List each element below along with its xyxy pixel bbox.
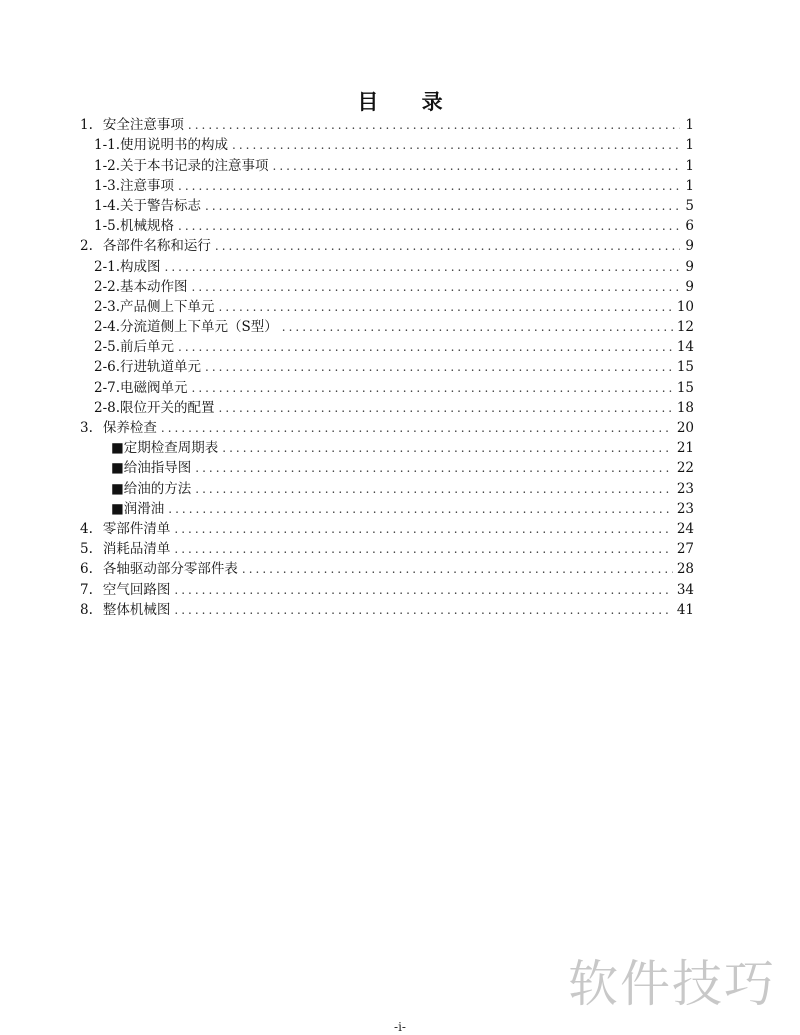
toc-entry-number: 1-3. — [94, 177, 121, 194]
footer-page-number: -i- — [394, 1020, 406, 1034]
toc-entry-label: 基本动作图 — [120, 278, 188, 295]
toc-entry-number: 8. — [80, 601, 93, 618]
toc-dot-leader — [161, 418, 673, 438]
toc-entry-page: 15 — [676, 379, 694, 396]
toc-entry-page: 18 — [676, 399, 694, 416]
toc-entry-number: 2-4. — [94, 319, 121, 336]
toc-dot-leader — [174, 580, 672, 600]
toc-entry-page: 23 — [676, 500, 694, 517]
toc-entry-label: 关于本书记录的注意事项 — [120, 157, 269, 174]
toc-entry-label: 机械规格 — [120, 218, 175, 235]
toc-entry-number: 2. — [80, 238, 93, 255]
toc-entry-number: ■ — [111, 460, 124, 477]
toc-entry-page: 5 — [685, 197, 694, 214]
toc-dot-leader — [195, 479, 673, 499]
toc-dot-leader — [174, 600, 672, 620]
toc-entry-number: 2-2. — [94, 278, 121, 295]
toc-entry[interactable] — [80, 135, 694, 155]
toc-entry-page: 1 — [685, 157, 694, 174]
toc-entry-number: 3. — [80, 420, 93, 436]
toc-entry-page: 1 — [685, 177, 694, 194]
toc-entry-label: 润滑油 — [123, 500, 165, 517]
toc-entry-page: 21 — [676, 440, 694, 457]
toc-entry-page: 6 — [685, 218, 694, 235]
toc-entry-label: 给油指导图 — [123, 460, 192, 477]
toc-entry[interactable] — [80, 398, 694, 418]
toc-entry-number: 1. — [80, 117, 93, 134]
toc-entry-label: 关于警告标志 — [120, 197, 202, 214]
toc-dot-leader — [219, 297, 673, 317]
toc-entry[interactable] — [80, 600, 694, 620]
toc-entry-page: 20 — [676, 420, 694, 436]
toc-entry-label: 保养检查 — [102, 420, 157, 436]
toc-entry-label: 分流道侧上下单元（S型） — [120, 319, 278, 336]
toc-entry[interactable] — [80, 418, 694, 438]
toc-dot-leader — [174, 519, 672, 539]
toc-dot-leader — [222, 438, 673, 458]
toc-entry[interactable] — [80, 357, 694, 377]
toc-entry[interactable] — [80, 478, 694, 498]
toc-entry-label: 安全注意事项 — [102, 117, 184, 134]
toc-entry[interactable] — [80, 337, 694, 357]
toc-entry-page: 28 — [676, 561, 694, 578]
toc-dot-leader — [174, 539, 672, 559]
toc-entry-label: 电磁阀单元 — [120, 379, 188, 396]
toc-entry-label: 各部件名称和运行 — [102, 238, 211, 255]
toc-dot-leader — [178, 216, 680, 236]
toc-dot-leader — [188, 115, 680, 135]
toc-entry-label: 消耗品清单 — [102, 541, 171, 558]
toc-entry[interactable] — [80, 559, 694, 579]
toc-entry-label: 给油的方法 — [123, 480, 192, 497]
table-of-contents — [80, 115, 694, 620]
toc-entry-label: 使用说明书的构成 — [120, 137, 229, 154]
toc-entry[interactable] — [80, 236, 694, 256]
toc-entry-number: 1-5. — [94, 218, 121, 235]
toc-entry-page: 9 — [685, 238, 694, 255]
toc-entry[interactable] — [80, 216, 694, 236]
toc-entry-number: 2-3. — [94, 298, 121, 315]
watermark: 软件技巧 — [568, 955, 776, 1013]
toc-entry[interactable] — [80, 256, 694, 276]
toc-entry-label: 各轴驱动部分零部件表 — [102, 561, 238, 578]
toc-entry-number: 4. — [80, 520, 93, 537]
toc-entry-number: 2-8. — [94, 399, 121, 416]
toc-entry-number: 1-2. — [94, 157, 121, 174]
toc-dot-leader — [178, 176, 680, 196]
toc-entry-label: 产品侧上下单元 — [120, 298, 215, 315]
toc-dot-leader — [219, 398, 673, 418]
toc-entry[interactable] — [80, 155, 694, 175]
toc-entry-page: 23 — [676, 480, 694, 497]
page-title: 目 录 — [357, 89, 461, 114]
toc-entry-page: 15 — [676, 359, 694, 376]
toc-entry-label: 前后单元 — [120, 339, 175, 356]
toc-dot-leader — [242, 559, 673, 579]
toc-entry-number: ■ — [111, 500, 124, 517]
toc-entry[interactable] — [80, 519, 694, 539]
toc-entry-page: 22 — [676, 460, 694, 477]
toc-entry-label: 限位开关的配置 — [120, 399, 215, 416]
toc-entry-page: 14 — [676, 339, 694, 356]
toc-dot-leader — [205, 196, 680, 216]
toc-dot-leader — [215, 236, 680, 256]
toc-entry-page: 41 — [676, 601, 694, 618]
toc-dot-leader — [178, 337, 673, 357]
toc-dot-leader — [282, 317, 673, 337]
toc-entry-label: 行进轨道单元 — [120, 359, 202, 376]
toc-entry-number: ■ — [111, 440, 124, 457]
toc-entry[interactable] — [80, 317, 694, 337]
toc-entry-page: 1 — [685, 137, 694, 154]
toc-entry[interactable] — [80, 438, 694, 458]
toc-entry-number: 2-7. — [94, 379, 121, 396]
toc-entry-number: ■ — [111, 480, 124, 497]
toc-entry[interactable] — [80, 297, 694, 317]
toc-dot-leader — [205, 357, 673, 377]
toc-entry[interactable] — [80, 115, 694, 135]
toc-entry-page: 10 — [676, 298, 694, 315]
toc-entry-page: 27 — [676, 541, 694, 558]
toc-entry-label: 空气回路图 — [102, 581, 171, 598]
toc-entry[interactable] — [80, 579, 694, 599]
toc-entry[interactable] — [80, 458, 694, 478]
toc-entry-label: 注意事项 — [120, 177, 175, 194]
toc-entry-label: 构成图 — [120, 258, 161, 275]
toc-entry-number: 1-4. — [94, 197, 121, 214]
toc-entry-page: 1 — [685, 117, 694, 134]
toc-dot-leader — [168, 499, 673, 519]
toc-entry-number: 1-1. — [94, 137, 121, 154]
toc-entry-label: 整体机械图 — [102, 601, 171, 618]
toc-entry[interactable] — [80, 499, 694, 519]
toc-dot-leader — [195, 458, 673, 478]
toc-dot-leader — [192, 378, 673, 398]
toc-entry[interactable] — [80, 196, 694, 216]
toc-entry[interactable] — [80, 277, 694, 297]
toc-dot-leader — [232, 135, 680, 155]
toc-entry[interactable] — [80, 176, 694, 196]
toc-entry-page: 24 — [676, 520, 694, 537]
toc-entry-number: 2-6. — [94, 359, 121, 376]
toc-dot-leader — [273, 156, 680, 176]
toc-entry-number: 2-1. — [94, 258, 121, 275]
toc-entry-page: 12 — [676, 319, 694, 336]
toc-entry[interactable] — [80, 539, 694, 559]
toc-entry-page: 9 — [685, 258, 694, 275]
toc-entry-number: 6. — [80, 561, 93, 578]
toc-entry-page: 34 — [676, 581, 694, 598]
toc-entry-page: 9 — [685, 278, 694, 295]
toc-entry-number: 7. — [80, 581, 93, 598]
toc-dot-leader — [192, 277, 680, 297]
toc-entry-number: 2-5. — [94, 339, 121, 356]
toc-entry-number: 5. — [80, 541, 93, 558]
toc-dot-leader — [165, 257, 680, 277]
toc-entry-label: 定期检查周期表 — [123, 440, 219, 457]
toc-entry[interactable] — [80, 377, 694, 397]
toc-entry-label: 零部件清单 — [102, 520, 171, 537]
